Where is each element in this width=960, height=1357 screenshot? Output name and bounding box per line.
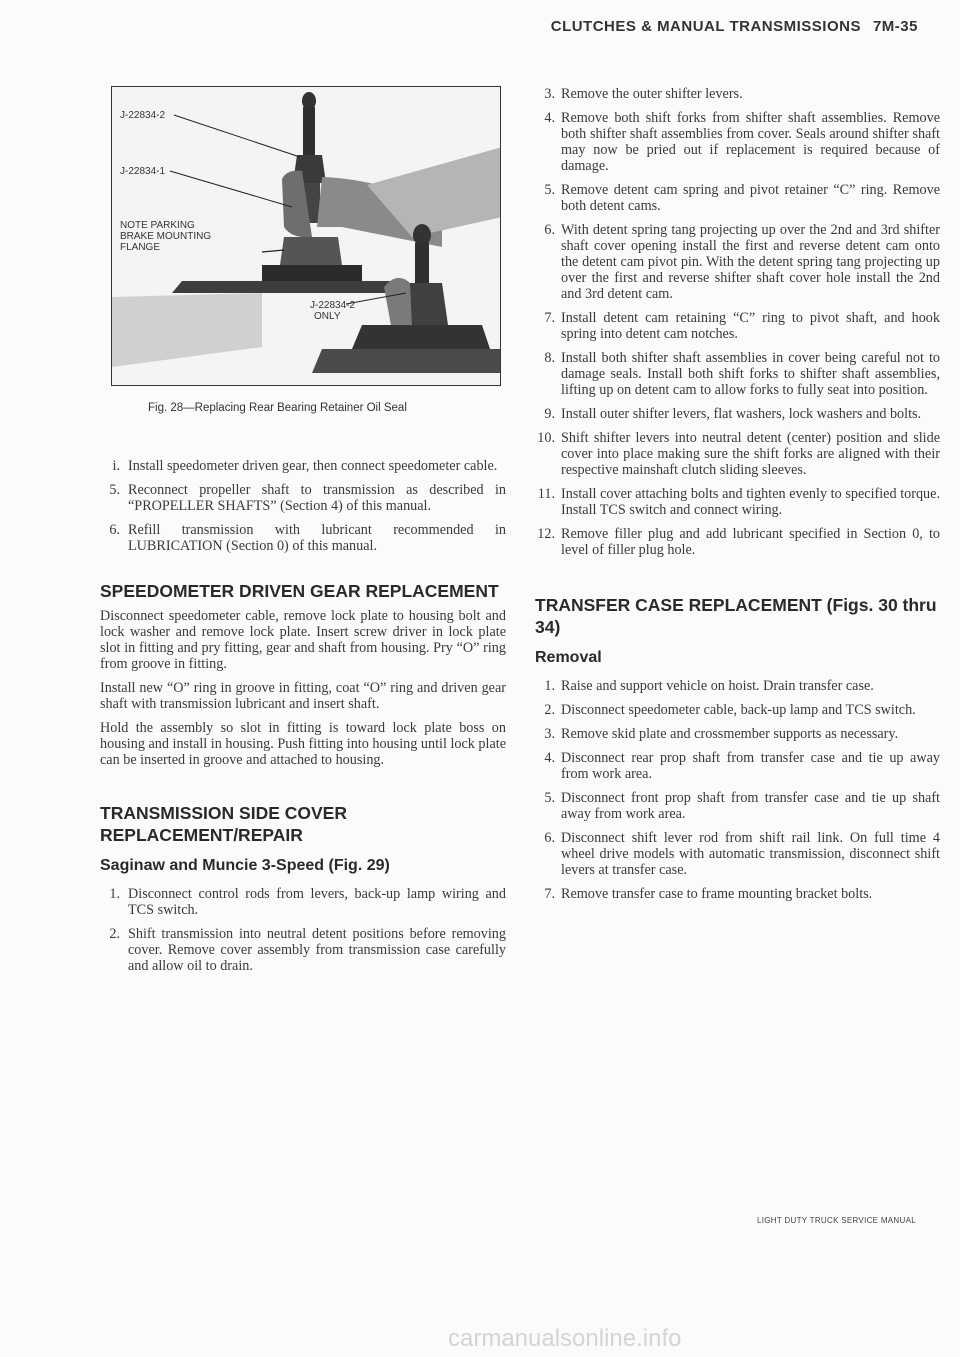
right-step-5: 5. Remove detent cam spring and pivot retainer “C” ring. Remove both detent cams. (544, 182, 940, 214)
figure-label-note-1: NOTE PARKING (120, 220, 195, 231)
side-cover-step-2: 2. Shift transmission into neutral detent positions before removing cover. Remove cover assembly from transmission case carefully and allow oil to drain. (109, 926, 506, 974)
figure-label-tool-c: J-22834-2 (310, 300, 356, 311)
page-number: 7M-35 (872, 18, 918, 35)
left-column (100, 458, 506, 982)
transfer-case-heading: TRANSFER CASE REPLACEMENT (Figs. 30 thru 34) (535, 595, 937, 637)
right-step-12: 12. Remove filler plug and add lubricant specified in Section 0, to level of filler plug hole. (537, 526, 940, 558)
figure-label-tool-b: J-22834-1 (120, 166, 166, 177)
right-step-8: 8. Install both shifter shaft assemblies in cover being careful not to damage seals. Install both shift forks to shifter shaft assemblies, lifting up on detent cam to allow forks to fully seat into position. (544, 350, 940, 398)
side-cover-subheading: Saginaw and Muncie 3-Speed (Fig. 29) (100, 857, 390, 874)
figure-28-photo (111, 86, 501, 386)
transfer-step-1: 1. Raise and support vehicle on hoist. Drain transfer case. (544, 678, 874, 694)
transfer-step-6: 6. Disconnect shift lever rod from shift rail link. On full time 4 wheel drive models with automatic transmission, disconnect shift levers at transfer case. (544, 830, 940, 878)
side-cover-step-1: 1. Disconnect control rods from levers, back-up lamp wiring and TCS switch. (109, 886, 506, 918)
removal-subheading: Removal (535, 649, 602, 666)
figure-label-tool-a: J-22834-2 (120, 110, 166, 121)
right-step-11: 11. Install cover attaching bolts and tighten evenly to specified torque. Install TCS switch and connect wiring. (537, 486, 940, 518)
speedometer-heading: SPEEDOMETER DRIVEN GEAR REPLACEMENT (100, 581, 499, 601)
figure-label-only: ONLY (314, 311, 341, 322)
right-step-10: 10. Shift shifter levers into neutral detent (center) position and slide cover into place making sure the shift forks are aligned with their respective mainshaft clutch sliding sleeves. (537, 430, 940, 478)
speedometer-paragraph-2: Install new “O” ring in groove in fitting, coat “O” ring and driven gear shaft with transmission lubricant and insert shaft. (100, 680, 506, 712)
speedometer-paragraph-3: Hold the assembly so slot in fitting is toward lock plate boss on housing and install in housing. Push fitting into housing until lock plate can be inserted in groove and attached to housing. (100, 720, 506, 768)
page-footer: LIGHT DUTY TRUCK SERVICE MANUAL (757, 1216, 916, 1225)
transfer-step-7: 7. Remove transfer case to frame mounting bracket bolts. (544, 886, 873, 902)
right-step-7: 7. Install detent cam retaining “C” ring to pivot shaft, and hook spring into detent cam notches. (544, 310, 940, 342)
transfer-step-3: 3. Remove skid plate and crossmember supports as necessary. (544, 726, 899, 742)
right-step-9: 9. Install outer shifter levers, flat washers, lock washers and bolts. (544, 406, 922, 422)
left-step-i: i. Install speedometer driven gear, then connect speedometer cable. (112, 458, 498, 474)
transfer-step-2: 2. Disconnect speedometer cable, back-up lamp and TCS switch. (544, 702, 916, 718)
right-step-3: 3. Remove the outer shifter levers. (544, 86, 743, 102)
watermark: carmanualsonline.info (448, 1325, 682, 1352)
right-column (535, 86, 940, 910)
speedometer-paragraph-1: Disconnect speedometer cable, remove lock plate to housing bolt and lock washer and remove lock plate. Insert screw driver in lock plate slot in fitting and pry fitting, gear and shaft from housing. Pry “O” ring from groove in fitting. (100, 608, 506, 672)
transfer-step-5: 5. Disconnect front prop shaft from transfer case and tie up shaft away from work area. (544, 790, 940, 822)
left-step-5: 5. Reconnect propeller shaft to transmission as described in “PROPELLER SHAFTS” (Section 4) of this manual. (109, 482, 506, 514)
left-step-6: 6. Refill transmission with lubricant recommended in LUBRICATION (Section 0) of this manual. (109, 522, 506, 554)
figure-label-note-3: FLANGE (120, 242, 161, 253)
right-step-6: 6. With detent spring tang projecting up over the 2nd and 3rd shifter shaft cover opening install the first and reverse detent cam onto the detent cam pivot pin. With the detent spring tang projecting up over the first and reverse shifter shaft cover hole install the 2nd and 3rd detent cam. (544, 222, 940, 302)
side-cover-heading: TRANSMISSION SIDE COVER REPLACEMENT/REPAIR (100, 803, 347, 845)
figure-caption: Fig. 28—Replacing Rear Bearing Retainer Oil Seal (148, 402, 407, 414)
figure-label-note-2: BRAKE MOUNTING (120, 231, 212, 242)
right-step-4: 4. Remove both shift forks from shifter shaft assemblies. Remove both shifter shaft assemblies from cover. Seals around shifter shaft may now be pried out if replacement is required because of damage. (544, 110, 940, 174)
page-header (551, 18, 918, 35)
header-title: CLUTCHES & MANUAL TRANSMISSIONS (550, 18, 861, 35)
transfer-step-4: 4. Disconnect rear prop shaft from transfer case and tie up away from work area. (544, 750, 940, 782)
